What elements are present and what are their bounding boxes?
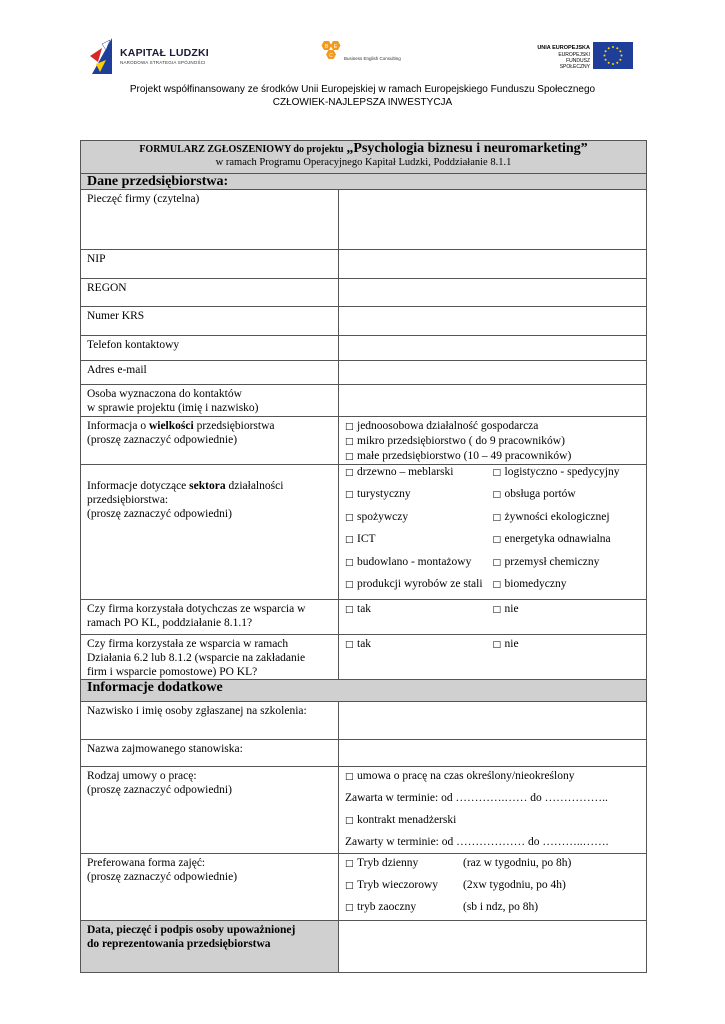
nip-field[interactable] [339, 250, 647, 279]
support-62-no[interactable] [493, 637, 641, 659]
form-title-prefix: FORMULARZ ZGŁOSZENIOWY do projektu [139, 144, 344, 155]
sector-option-label: turystyczny [357, 488, 411, 501]
company-size-line-2: (proszę zaznaczyć odpowiednie) [87, 434, 238, 446]
support-62-line-1: Czy firma korzystała ze wsparcia w ramach [87, 638, 289, 651]
bec-hexagons-icon [318, 40, 344, 68]
no-label: nie [504, 603, 519, 616]
eu-flag-icon [593, 42, 633, 69]
class-form-name-label: tryb zaoczny [357, 901, 417, 914]
application-form-table [80, 140, 647, 973]
checkbox-icon[interactable]: □ [345, 579, 354, 590]
bec-label: Business English Consulting [344, 56, 401, 61]
sector-option[interactable] [345, 510, 493, 532]
phone-field[interactable] [339, 336, 647, 361]
sector-option-label: logistyczno - spedycyjny [504, 466, 620, 478]
yes-label: tak [357, 638, 372, 651]
support-62-grid [345, 637, 640, 659]
checkbox-icon[interactable]: □ [345, 859, 354, 870]
sector-option[interactable] [493, 487, 641, 509]
prior-support-label [81, 600, 339, 635]
class-form-option[interactable] [345, 856, 640, 878]
sector-option-label: produkcji wyrobów ze stali [357, 577, 483, 590]
checkbox-icon[interactable]: □ [492, 490, 502, 501]
participant-name-label: Nazwisko i imię osoby zgłaszanej na szkolenia: [81, 702, 339, 740]
signature-line-1: Data, pieczęć i podpis osoby upoważnionej [87, 924, 296, 937]
checkbox-icon[interactable]: □ [345, 422, 354, 432]
prior-support-grid [345, 602, 640, 624]
sector-option[interactable] [493, 532, 641, 554]
signature-field[interactable] [339, 921, 647, 973]
size-option-label: mikro przedsiębiorstwo ( do 9 pracowników) [357, 435, 565, 447]
contact-person-label [81, 385, 339, 417]
checkbox-icon[interactable]: □ [345, 512, 354, 523]
contract-term-2: Zawarty w terminie: od ……………… do ………..……. [345, 836, 609, 849]
class-form-option[interactable] [345, 878, 640, 900]
company-size-line-1 [87, 419, 332, 433]
class-form-name-label: Tryb wieczorowy [357, 879, 439, 892]
contract-label-line-2: (proszę zaznaczyć odpowiedni) [87, 784, 232, 797]
email-label: Adres e-mail [81, 361, 339, 385]
form-title-cell [81, 141, 647, 174]
size-label-a: Informacja o [87, 420, 149, 432]
eu-flag [593, 42, 633, 69]
sector-line-3: (proszę zaznaczyć odpowiedni) [87, 508, 232, 520]
sector-label-c: działalności [225, 480, 284, 492]
krs-field[interactable] [339, 307, 647, 336]
eu-subtitle-1: EUROPEJSKI [558, 52, 590, 58]
sector-option-label: żywności ekologicznej [504, 510, 610, 523]
stamp-field[interactable] [339, 190, 647, 250]
prior-support-no[interactable] [493, 602, 641, 624]
yes-label: tak [357, 603, 372, 616]
checkbox-icon[interactable]: □ [345, 437, 354, 447]
class-form-desc: (sb i ndz, po 8h) [463, 901, 539, 914]
support-62-options [339, 635, 647, 680]
sector-option-label: biomedyczny [504, 577, 567, 590]
checkbox-icon[interactable]: □ [345, 535, 354, 546]
sector-label-a: Informacje dotyczące [87, 480, 190, 492]
contract-option-2[interactable] [345, 813, 640, 835]
class-form-name [345, 856, 463, 878]
class-form-name [345, 900, 463, 920]
checkbox-icon[interactable]: □ [345, 605, 354, 616]
sector-option-label: spożywczy [357, 510, 409, 523]
class-form-options [339, 854, 647, 921]
sector-option[interactable] [345, 577, 493, 599]
size-option[interactable] [345, 419, 640, 434]
form-title [87, 142, 640, 157]
prior-support-line-2: ramach PO KL, poddziałanie 8.1.1? [87, 617, 253, 630]
checkbox-icon[interactable]: □ [492, 605, 502, 616]
sector-option-label: drzewno – meblarski [357, 466, 454, 478]
krs-label: Numer KRS [81, 307, 339, 336]
email-field[interactable] [339, 361, 647, 385]
support-62-label [81, 635, 339, 680]
eu-subtitle-2: FUNDUSZ SPOŁECZNY [559, 58, 590, 70]
class-form-desc: (raz w tygodniu, po 8h) [463, 857, 572, 870]
svg-text:B: B [324, 44, 329, 50]
sector-line-1 [87, 479, 332, 493]
participant-name-field[interactable] [339, 702, 647, 740]
contract-type-options [339, 767, 647, 854]
sector-option[interactable] [493, 555, 641, 577]
contact-person-field[interactable] [339, 385, 647, 417]
motto-line: CZŁOWIEK-NAJLEPSZA INWESTYCJA [272, 97, 453, 108]
nip-label: NIP [81, 250, 339, 279]
support-62-line-2: Działania 6.2 lub 8.1.2 (wsparcie na zakładanie [87, 652, 306, 665]
checkbox-icon[interactable]: □ [345, 881, 354, 892]
checkbox-icon[interactable]: □ [492, 579, 502, 590]
contact-person-line-1: Osoba wyznaczona do kontaktów [87, 388, 242, 400]
kapital-ludzki-logo [88, 34, 116, 76]
checkbox-icon[interactable]: □ [345, 903, 354, 914]
checkbox-icon[interactable]: □ [345, 640, 354, 651]
checkbox-icon[interactable]: □ [492, 640, 502, 651]
svg-text:E: E [333, 44, 338, 50]
contract-type-label [81, 767, 339, 854]
sector-option-label: obsługa portów [504, 488, 576, 501]
stamp-label: Pieczęć firmy (czytelna) [81, 190, 339, 250]
position-label: Nazwa zajmowanego stanowiska: [81, 740, 339, 767]
class-form-desc: (2xw tygodniu, po 4h) [463, 879, 566, 892]
sector-option-label: przemysł chemiczny [504, 555, 600, 568]
regon-label: REGON [81, 279, 339, 307]
prior-support-yes[interactable] [345, 602, 493, 624]
checkbox-icon[interactable]: □ [492, 512, 502, 523]
signature-line-2: do reprezentowania przedsiębiorstwa [87, 938, 271, 951]
checkbox-icon[interactable]: □ [345, 452, 354, 462]
contact-person-line-2: w sprawie projektu (imię i nazwisko) [87, 402, 259, 414]
regon-field[interactable] [339, 279, 647, 307]
checkbox-icon[interactable]: □ [345, 468, 354, 478]
sector-option[interactable] [493, 465, 641, 487]
additional-section-heading: Informacje dodatkowe [81, 680, 647, 702]
class-form-label [81, 854, 339, 921]
sector-label [81, 465, 339, 600]
checkbox-icon[interactable]: □ [345, 557, 354, 568]
support-62-yes[interactable] [345, 637, 493, 659]
sector-grid [345, 465, 640, 599]
signature-label [81, 921, 339, 973]
company-section-heading: Dane przedsiębiorstwa: [81, 174, 647, 190]
checkbox-icon[interactable]: □ [345, 490, 354, 501]
class-form-name-label: Tryb dzienny [357, 857, 419, 870]
kapital-ludzki-emblem-icon [88, 34, 116, 76]
company-size-label [81, 417, 339, 465]
sector-option[interactable] [493, 577, 641, 599]
class-form-name [345, 878, 463, 900]
eu-subtitle [536, 52, 590, 70]
checkbox-icon[interactable]: □ [345, 816, 354, 827]
contract-term-1: Zawarta w terminie: od ………….…… do …………….. [345, 792, 608, 805]
kapital-ludzki-title: KAPITAŁ LUDZKI [120, 47, 209, 59]
class-form-line-2: (proszę zaznaczyć odpowiednie) [87, 871, 238, 884]
prior-support-line-1: Czy firma korzystała dotychczas ze wsparcia w [87, 603, 306, 616]
form-subtitle: w ramach Programu Operacyjnego Kapitał Ludzki, Poddziałanie 8.1.1 [215, 157, 512, 168]
size-label-c: przedsiębiorstwa [193, 420, 275, 432]
contract-option-1[interactable] [345, 769, 640, 791]
position-field[interactable] [339, 740, 647, 767]
company-size-options [339, 417, 647, 465]
sector-option-label: budowlano - montażowy [357, 555, 472, 568]
no-label: nie [504, 638, 519, 651]
kapital-ludzki-subtitle: NARODOWA STRATEGIA SPÓJNOŚCI [120, 60, 206, 65]
sector-option-label: ICT [357, 533, 376, 546]
contract-option-1-label: umowa o pracę na czas określony/nieokreślony [357, 770, 575, 783]
sector-line-2: przedsiębiorstwa: [87, 494, 169, 506]
size-label-b: wielkości [148, 420, 194, 432]
checkbox-icon[interactable]: □ [492, 468, 502, 478]
sector-label-b: sektora [189, 480, 226, 492]
size-option-label: jednoosobowa działalność gospodarcza [357, 420, 539, 432]
contract-label-line-1: Rodzaj umowy o pracę: [87, 770, 197, 783]
checkbox-icon[interactable]: □ [492, 535, 502, 546]
phone-label: Telefon kontaktowy [81, 336, 339, 361]
class-form-option[interactable] [345, 900, 640, 920]
funding-line: Projekt współfinansowany ze środków Unii Europejskiej w ramach Europejskiego Funduszu Społecznego [129, 84, 596, 95]
sector-option[interactable] [345, 465, 493, 487]
svg-text:C: C [329, 53, 333, 59]
bec-logo [318, 40, 344, 68]
prior-support-options [339, 600, 647, 635]
project-name: „Psychologia biznesu i neuromarketing” [346, 141, 588, 156]
contract-option-2-label: kontrakt menadżerski [357, 814, 457, 827]
eu-title: UNIA EUROPEJSKA [537, 45, 590, 51]
sector-options [339, 465, 647, 600]
class-form-line-1: Preferowana forma zajęć: [87, 857, 206, 870]
sector-option[interactable] [345, 487, 493, 509]
checkbox-icon[interactable]: □ [345, 772, 354, 783]
sector-option[interactable] [493, 510, 641, 532]
sector-option[interactable] [345, 532, 493, 554]
support-62-line-3: firm i wsparcie pomostowe) PO KL? [87, 666, 258, 679]
size-option[interactable] [345, 449, 640, 464]
sector-option-label: energetyka odnawialna [504, 533, 611, 546]
checkbox-icon[interactable]: □ [492, 557, 502, 568]
sector-option[interactable] [345, 555, 493, 577]
size-option-label: małe przedsiębiorstwo (10 – 49 pracowników) [357, 450, 572, 462]
size-option[interactable] [345, 434, 640, 449]
